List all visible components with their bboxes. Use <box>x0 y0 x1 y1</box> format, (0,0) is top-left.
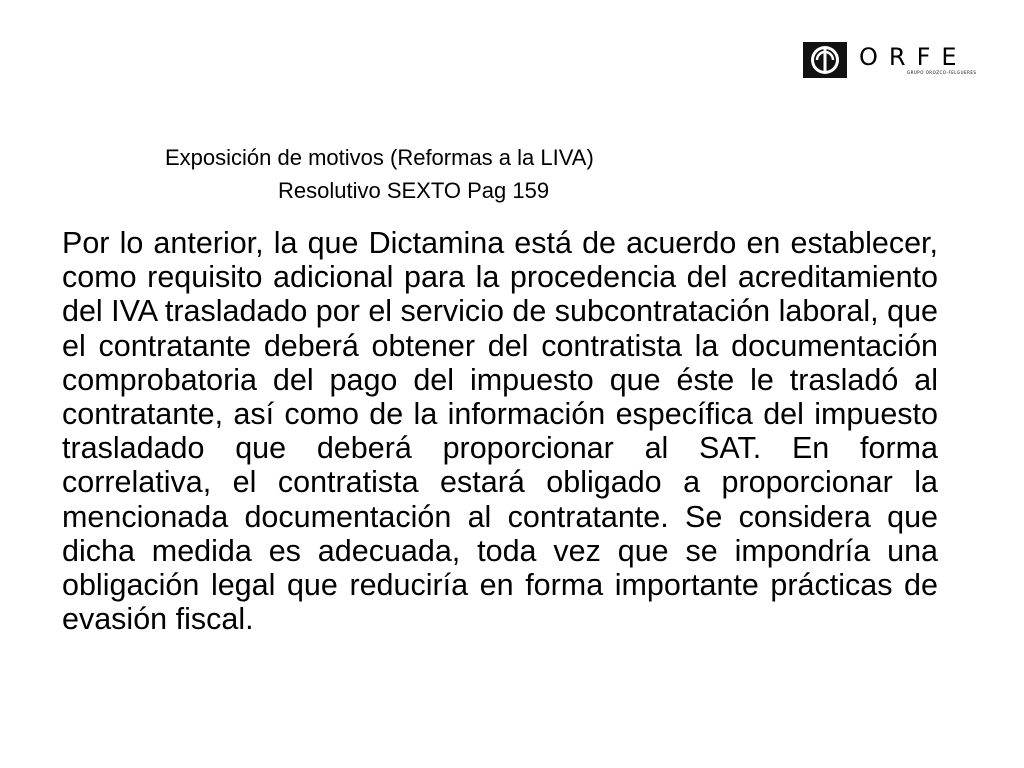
slide-title <box>0 143 1024 223</box>
body-paragraph: Por lo anterior, la que Dictamina está de acuerdo en establecer, como requisito adicional para la procedencia del acreditamiento del IVA trasladado por el servicio de subcontratación laboral, que el contratante deberá obtener del contratista la documentación comprobatoria del pago del impuesto que éste le trasladó al contratante, así como de la información específica del impuesto trasladado que deberá proporcionar al SAT. En forma correlativa, el contratista estará obligado a proporcionar la mencionada documentación al contratante. Se considera que dicha medida es adecuada, toda vez que se impondría una obligación legal que reduciría en forma importante prácticas de evasión fiscal. <box>62 226 938 637</box>
orfe-logo <box>803 40 983 84</box>
title-line-1: Exposición de motivos (Reformas a la LIVA) <box>165 145 594 170</box>
orfe-logo-mark-icon <box>803 42 847 78</box>
logo-tagline: GRUPO OROZCO-FELGUERES <box>907 70 977 75</box>
title-line-2: Resolutivo SEXTO Pag 159 <box>278 178 550 203</box>
logo-wordmark: ORFE <box>859 43 968 71</box>
